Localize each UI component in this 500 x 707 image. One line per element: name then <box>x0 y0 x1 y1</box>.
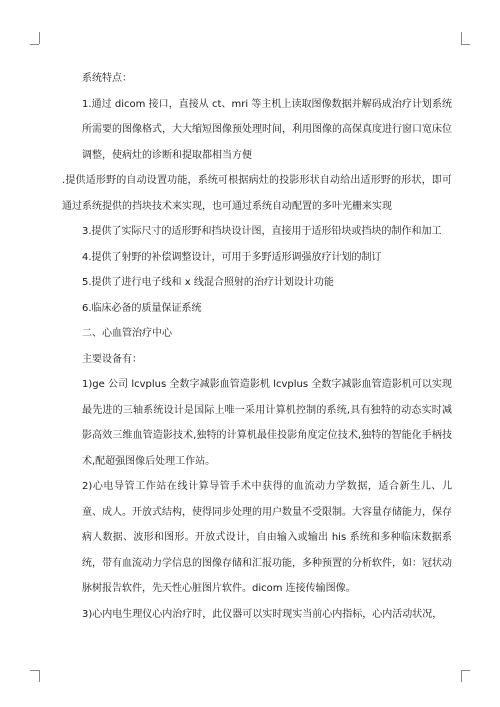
crop-mark-top-right-h <box>461 44 470 45</box>
feature-paragraph-5: 5.提供了进行电子线和 x 线混合照射的治疗计划设计功能 <box>82 277 334 288</box>
feature-paragraph-4: 4.提供了射野的补偿调整设计，可用于多野适形调强放疗计划的制订 <box>82 251 382 263</box>
crop-mark-bottom-right-v <box>461 670 462 682</box>
crop-mark-top-left-h <box>30 44 39 45</box>
crop-mark-bottom-left-h <box>30 670 39 671</box>
document-body <box>62 66 452 627</box>
equipment-paragraph-1: 1)ge 公司 lcvplus 全数字减影血管造影机 lcvplus 全数字减影血管造影机可以实现最先进的三轴系统设计是国际上唯一采用计算机控制的系统,具有独特的动态实时减影高效三维血管造影技术,独特的计算机最佳投影角度定位技术,独特的智能化手柄技术,配超强图像后处理工作站。 <box>82 379 452 467</box>
crop-mark-bottom-left-v <box>39 670 40 682</box>
crop-mark-bottom-right-h <box>461 670 470 671</box>
equipment-heading: 主要设备有： <box>82 353 142 365</box>
section-heading-cardiovascular-center: 二、心血管治疗中心 <box>82 328 172 339</box>
equipment-paragraph-2: 2)心电导管工作站在线计算导管手术中获得的血流动力学数据，适合新生儿、儿童、成人。开放式结构，使得同步处理的用户数量不受限制。大容量存储能力，保存病人数据、波形和图形。开放式设计，自由输入或输出 his 系统和多种临床数据系统，带有血流动力学信息的图像存储和汇报功能，多种预置的分析软件，如：冠状动脉树报告软件，先天性心脏图片软件。dicom 连接传输图像。 <box>82 481 452 594</box>
section-heading-system-features: 系统特点： <box>82 73 132 84</box>
feature-paragraph-3: 3.提供了实际尺寸的适形野和挡块设计图，直接用于适形铅块或挡块的制作和加工 <box>82 226 442 237</box>
equipment-paragraph-3: 3)心内电生理仪心内治疗时，此仪器可以实时现实当前心内指标，心内活动状况， <box>82 608 443 620</box>
feature-paragraph-2: .提供适形野的自动设置功能，系统可根据病灶的投影形状自动给出适形野的形状，即可通过系统提供的挡块技术来实现，也可通过系统自动配置的多叶光栅来实现 <box>62 175 452 212</box>
crop-mark-top-right-v <box>461 32 462 44</box>
crop-mark-top-left-v <box>39 32 40 44</box>
feature-paragraph-1: 1.通过 dicom 接口，直接从 ct、mri 等主机上读取图像数据并解码成治疗计划系统所需要的图像格式，大大缩短图像预处理时间，利用图像的高保真度进行窗口宽床位调整，使病灶的诊断和提取都相当方便 <box>82 98 452 161</box>
feature-paragraph-6: 6.临床必备的质量保证系统 <box>82 302 202 314</box>
